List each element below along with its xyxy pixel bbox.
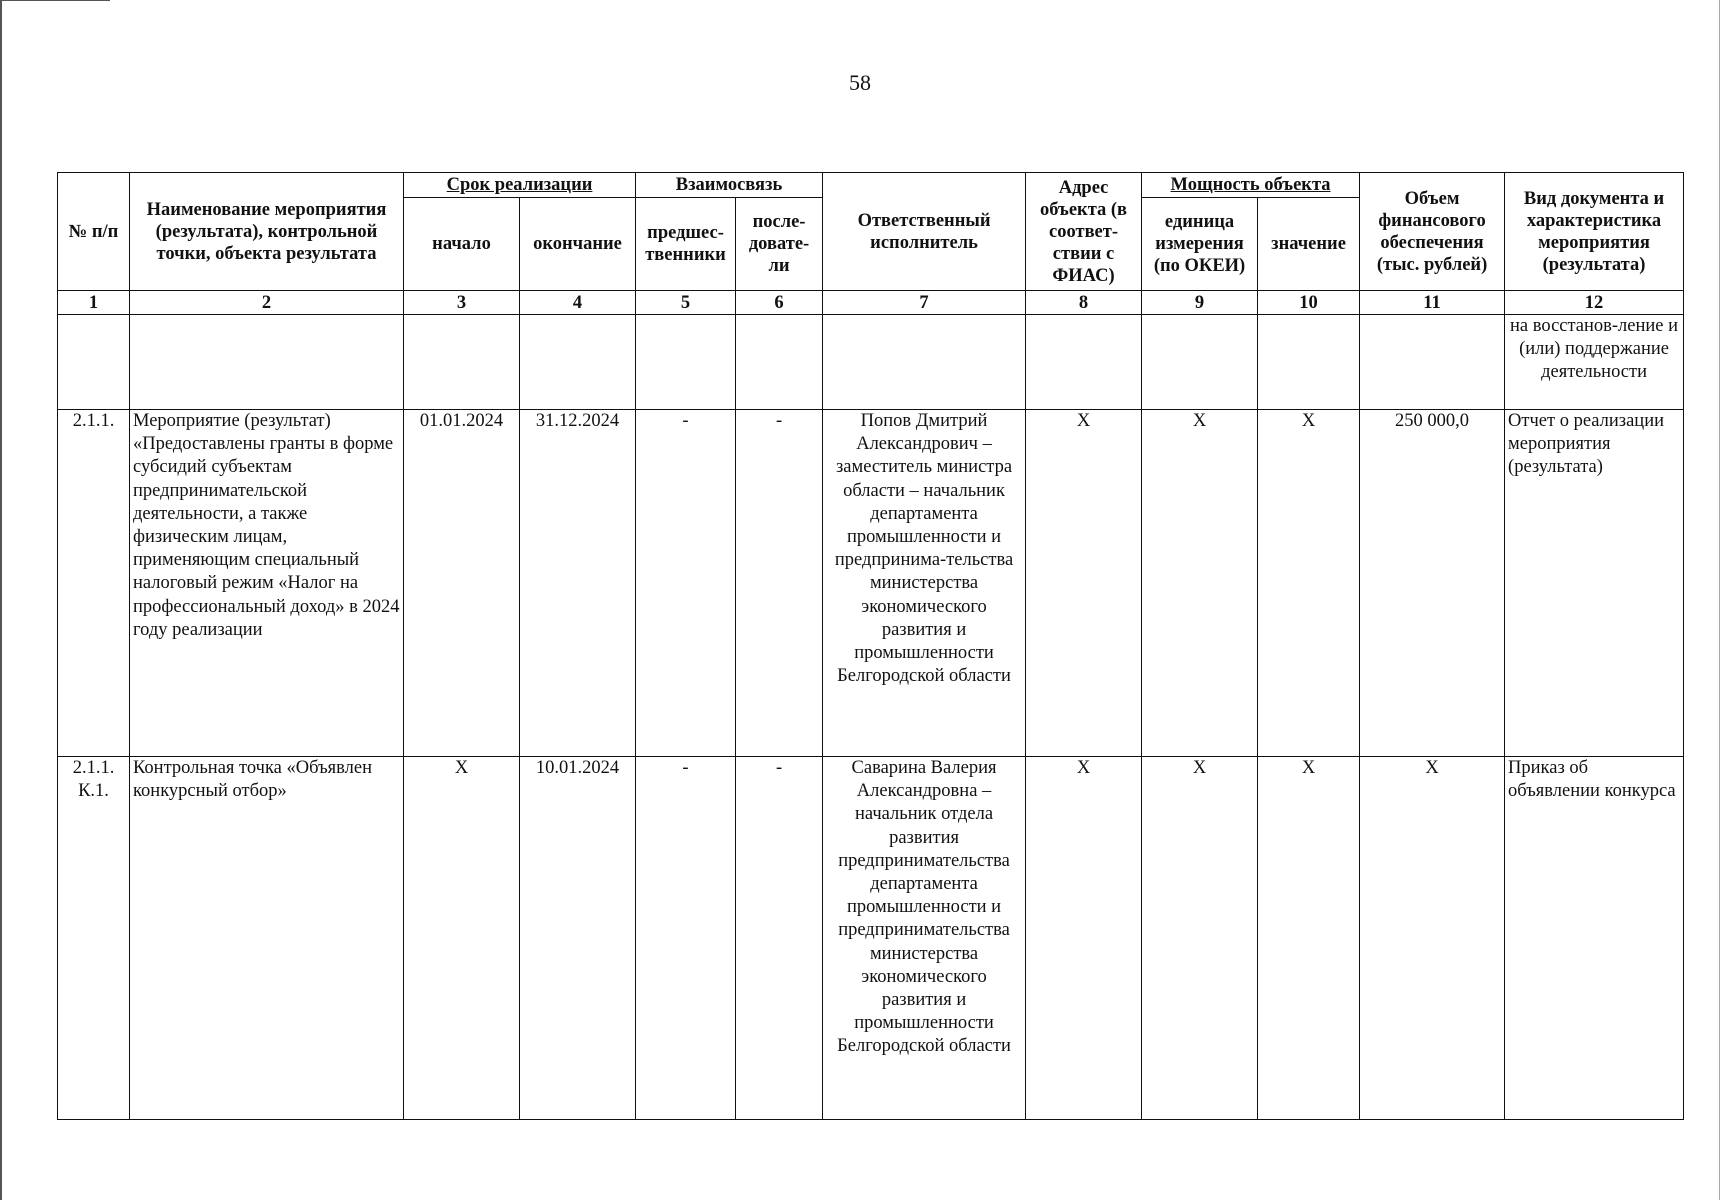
row-doc: Отчет о реализации мероприятия (результата): [1505, 410, 1684, 757]
table-row-continuation: [58, 315, 1684, 410]
header-capacity-value: значение: [1258, 198, 1360, 291]
row-end: 31.12.2024: [520, 410, 636, 757]
header-period-start: начало: [404, 198, 520, 291]
header-doc: Вид документа и характеристика мероприятия (результата): [1505, 173, 1684, 291]
scan-edge-top: [0, 0, 110, 1]
row-unit: Х: [1142, 410, 1258, 757]
header-period-end: окончание: [520, 198, 636, 291]
row-prev: -: [636, 757, 736, 1120]
row-finance: Х: [1360, 757, 1505, 1120]
header-responsible: Ответственный исполнитель: [823, 173, 1026, 291]
column-number: 1: [58, 291, 130, 315]
row-no: 2.1.1. К.1.: [58, 757, 130, 1120]
row-finance: 250 000,0: [1360, 410, 1505, 757]
row-address: Х: [1026, 410, 1142, 757]
row-doc: Приказ об объявлении конкурса: [1505, 757, 1684, 1120]
table-cell: [1258, 315, 1360, 410]
column-number: 6: [736, 291, 823, 315]
table-cell: [1360, 315, 1505, 410]
row-start: Х: [404, 757, 520, 1120]
page-number: 58: [849, 70, 871, 95]
row-value: Х: [1258, 757, 1360, 1120]
header-address: Адрес объекта (в соответ-ствии с ФИАС): [1026, 173, 1142, 291]
row-address: Х: [1026, 757, 1142, 1120]
events-table: [57, 172, 1684, 1120]
column-number: 2: [130, 291, 404, 315]
row-no: 2.1.1.: [58, 410, 130, 757]
row-responsible: Саварина Валерия Александровна – начальник отдела развития предпринимательства департамента промышленности и предпринимательства министерства экономического развития и промышленности Белгородской области: [823, 757, 1026, 1120]
column-number: 4: [520, 291, 636, 315]
header-row-top: [58, 173, 1684, 198]
column-number: 11: [1360, 291, 1505, 315]
continuation-doc: на восстанов-ление и (или) поддержание деятельности: [1505, 315, 1684, 410]
row-prev: -: [636, 410, 736, 757]
header-name: Наименование мероприятия (результата), контрольной точки, объекта результата: [130, 173, 404, 291]
table-cell: [1026, 315, 1142, 410]
column-number: 3: [404, 291, 520, 315]
table-cell: [736, 315, 823, 410]
table-cell: [1142, 315, 1258, 410]
row-unit: Х: [1142, 757, 1258, 1120]
row-value: Х: [1258, 410, 1360, 757]
column-number: 10: [1258, 291, 1360, 315]
header-period: Срок реализации: [404, 173, 636, 198]
header-link-next: после-довате-ли: [736, 198, 823, 291]
header-finance: Объем финансового обеспечения (тыс. рублей): [1360, 173, 1505, 291]
row-start: 01.01.2024: [404, 410, 520, 757]
table-cell: [636, 315, 736, 410]
table-cell: [520, 315, 636, 410]
column-number: 8: [1026, 291, 1142, 315]
column-number-row: [58, 291, 1684, 315]
header-link: Взаимосвязь: [636, 173, 823, 198]
scan-edge-left: [0, 0, 2, 1200]
row-next: -: [736, 757, 823, 1120]
table-cell: [404, 315, 520, 410]
column-number: 7: [823, 291, 1026, 315]
header-capacity-unit: единица измерения (по ОКЕИ): [1142, 198, 1258, 291]
table-row: [58, 410, 1684, 757]
table-cell: [823, 315, 1026, 410]
column-number: 5: [636, 291, 736, 315]
row-name: Контрольная точка «Объявлен конкурсный отбор»: [130, 757, 404, 1120]
column-number: 9: [1142, 291, 1258, 315]
header-no: № п/п: [58, 173, 130, 291]
column-number: 12: [1505, 291, 1684, 315]
table-cell: [130, 315, 404, 410]
table-row: [58, 757, 1684, 1120]
table-cell: [58, 315, 130, 410]
header-link-prev: предшес-твенники: [636, 198, 736, 291]
row-name: Мероприятие (результат) «Предоставлены гранты в форме субсидий субъектам предпринимательской деятельности, а также физическим лицам, применяющим специальный налоговый режим «Налог на профессиональный доход» в 2024 году реализации: [130, 410, 404, 757]
row-responsible: Попов Дмитрий Александрович – заместитель министра области – начальник департамента промышленности и предпринима-тельства министерства экономического развития и промышленности Белгородской области: [823, 410, 1026, 757]
row-next: -: [736, 410, 823, 757]
row-end: 10.01.2024: [520, 757, 636, 1120]
header-capacity: Мощность объекта: [1142, 173, 1360, 198]
